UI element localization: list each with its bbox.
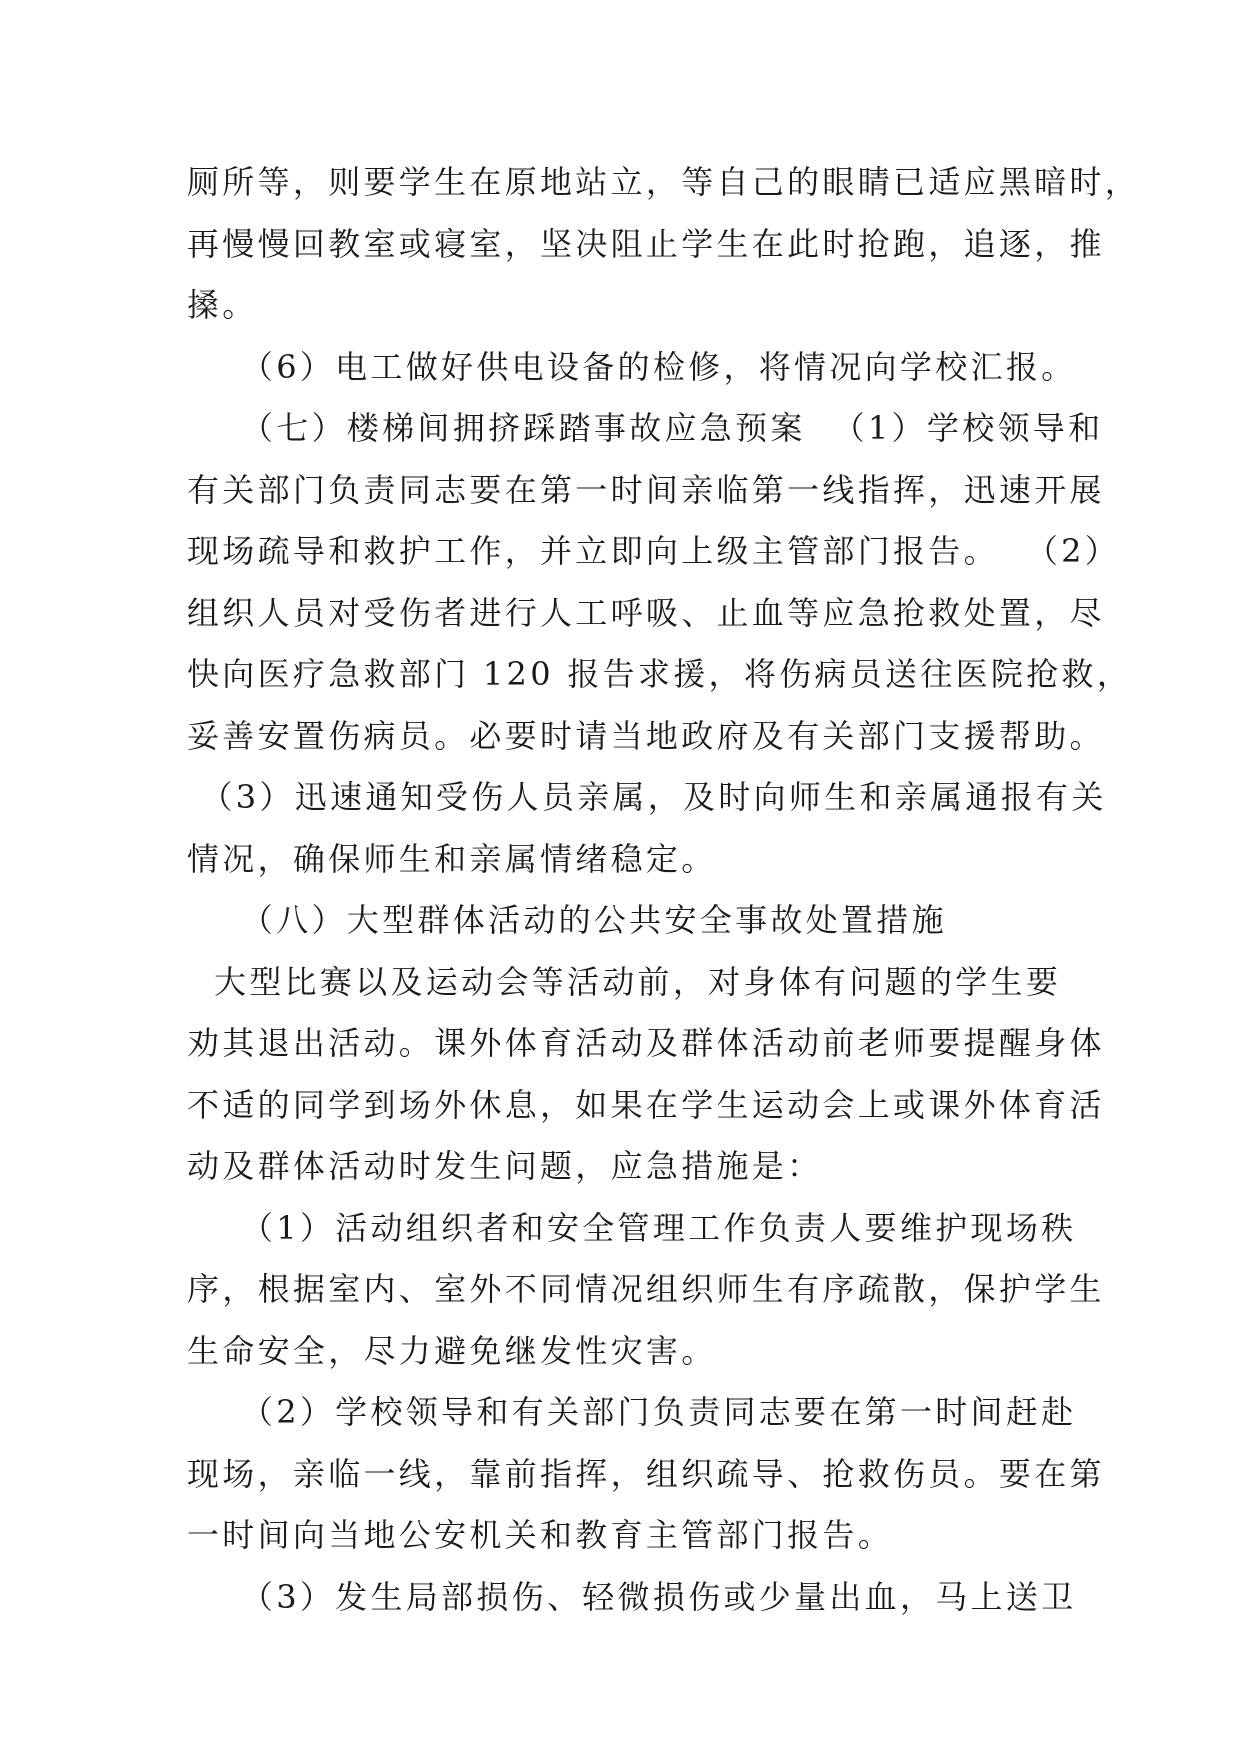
text-line: （1）活动组织者和安全管理工作负责人要维护现场秩 xyxy=(187,1208,1077,1247)
text-line: 再慢慢回教室或寝室，坚决阻止学生在此时抢跑，追逐，推 xyxy=(187,224,1105,263)
text-line: 组织人员对受伤者进行人工呼吸、止血等应急抢救处置，尽 xyxy=(187,593,1105,632)
section-heading: （八）大型群体活动的公共安全事故处置措施 xyxy=(187,901,947,939)
text-line: 劝其退出活动。课外体育活动及群体活动前老师要提醒身体 xyxy=(187,1024,1105,1062)
text-line: 动及群体活动时发生问题，应急措施是： xyxy=(187,1147,823,1185)
text-line: 现场疏导和救护工作，并立即向上级主管部门报告。 （2） xyxy=(187,532,1121,570)
text-line: （3）发生局部损伤、轻微损伤或少量出血，马上送卫 xyxy=(187,1577,1077,1616)
text-line: 厕所等，则要学生在原地站立，等自己的眼睛已适应黑暗时， xyxy=(187,163,1141,201)
text-line: 序，根据室内、室外不同情况组织师生有序疏散，保护学生 xyxy=(187,1270,1105,1308)
text-line: 有关部门负责同志要在第一时间亲临第一线指挥，迅速开展 xyxy=(187,470,1105,509)
text-line: 不适的同学到场外休息，如果在学生运动会上或课外体育活 xyxy=(187,1085,1105,1124)
text-line: 快向医疗急救部门 120 报告求援，将伤病员送往医院抢救， xyxy=(187,655,1133,693)
text-line: 情况，确保师生和亲属情绪稳定。 xyxy=(187,839,717,878)
text-line: 现场，亲临一线，靠前指挥，组织疏导、抢救伤员。要在第 xyxy=(187,1454,1105,1493)
text-line: 妥善安置伤病员。必要时请当地政府及有关部门支援帮助。 xyxy=(187,716,1105,755)
text-line: 搡。 xyxy=(187,286,258,324)
document-body xyxy=(187,152,1141,1628)
text-line: 大型比赛以及运动会等活动前，对身体有问题的学生要 xyxy=(187,962,1062,1001)
text-line: （七）楼梯间拥挤踩踏事故应急预案 （1）学校领导和 xyxy=(187,409,1104,447)
text-line: （6）电工做好供电设备的检修，将情况向学校汇报。 xyxy=(187,347,1077,386)
text-line: （2）学校领导和有关部门负责同志要在第一时间赶赴 xyxy=(187,1393,1077,1431)
text-line: 一时间向当地公安机关和教育主管部门报告。 xyxy=(187,1516,894,1554)
text-line: 生命安全，尽力避免继发性灾害。 xyxy=(187,1331,717,1370)
text-line: （3）迅速通知受伤人员亲属，及时向师生和亲属通报有关 xyxy=(187,778,1107,816)
